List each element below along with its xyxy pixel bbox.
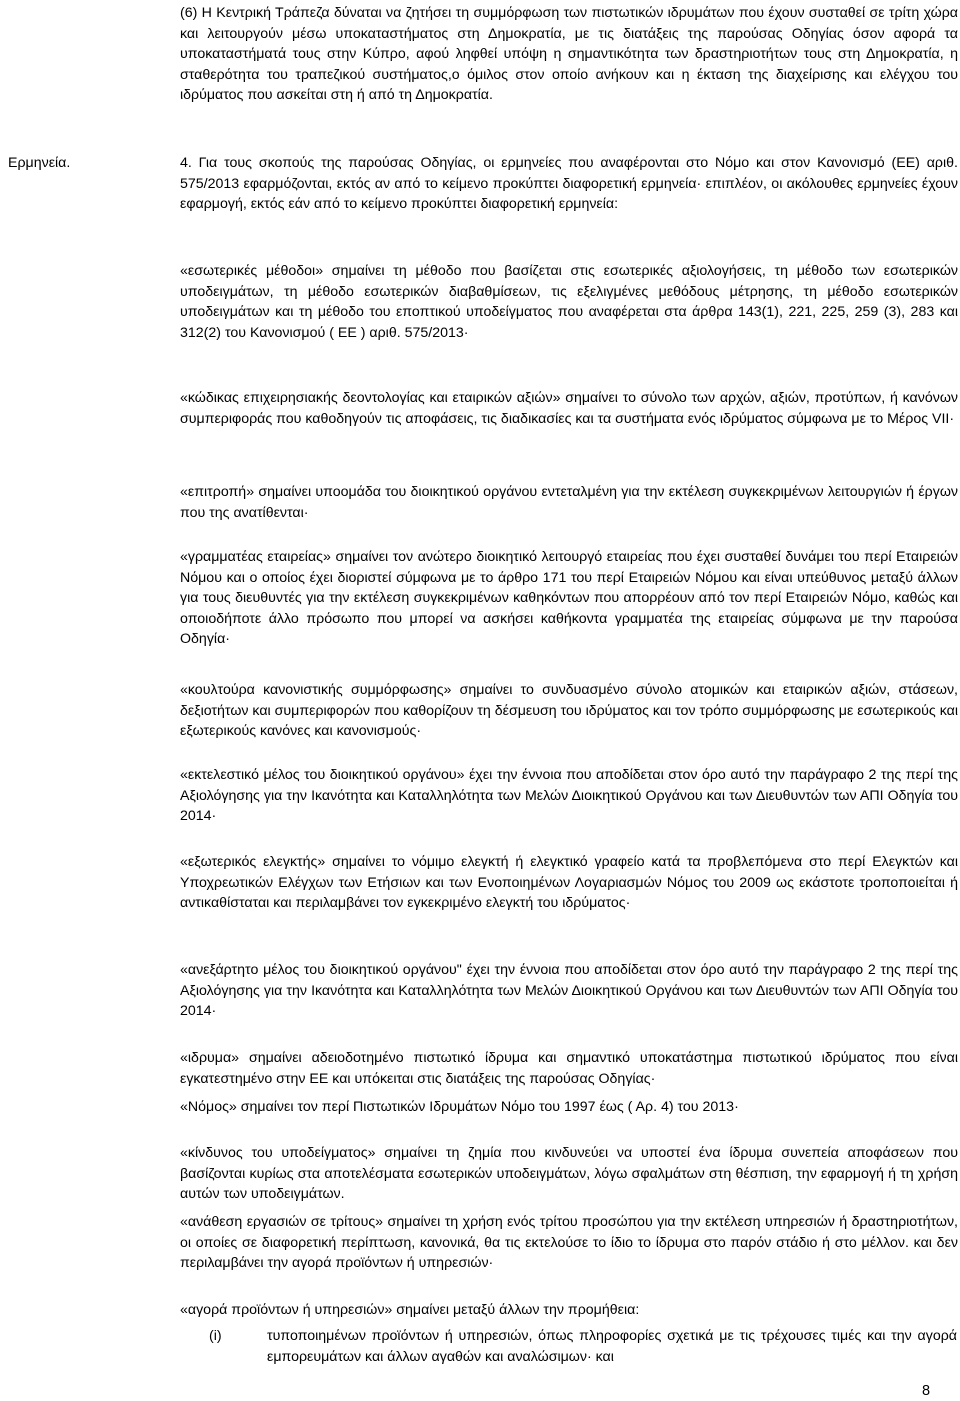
definition-code-of-conduct: «κώδικας επιχειρησιακής δεοντολογίας και εταιρικών αξιών» σημαίνει το σύνολο των αρχών, αξιών, προτύπων, ή κανόνων συμπεριφοράς που καθοδηγούν τις αποφάσεις, τις διαδικασίες και τα συστήματα ενός ιδρύματος σύμφωνα με το Μέρος VII· — [180, 390, 958, 427]
definition-purchase: «αγορά προϊόντων ή υπηρεσιών» σημαίνει μεταξύ άλλων την προμήθεια: — [180, 1302, 640, 1318]
definition-compliance-culture: «κουλτούρα κανονιστικής συμμόρφωσης» σημαίνει το συνδυασμένο σύνολο ατομικών και εταιρικών αξιών, στάσεων, δεξιοτήτων και συμπεριφορών που καθορίζουν τη δέσμευση του ιδρύματος και τον τρόπο συμμόρφωσης με εσωτερικούς και εξωτερικούς κανόνες και κανονισμούς· — [180, 682, 958, 740]
definition-committee: «επιτροπή» σημαίνει υποομάδα του διοικητικού οργάνου εντεταλμένη για την εκτέλεση συγκεκριμένων λειτουργιών ή έργων που της ανατίθενται· — [180, 484, 958, 521]
definition-company-secretary: «γραμματέας εταιρείας» σημαίνει τον ανώτερο διοικητικό λειτουργό εταιρείας που έχει συσταθεί δυνάμει του περί Εταιρειών Νόμου και ο οποίος έχει διοριστεί σύμφωνα με το άρθρο 171 του περί Εταιρειών Νόμου και είναι υπεύθυνος μεταξύ άλλων για τους διευθυντές για την εκτέλεση συγκεκριμένων καθηκόντων που απορρέουν από τον περί Εταιρειών Νόμο, καθώς και οποιοδήποτε άλλο πρόσωπο που μπορεί να ασκήσει καθήκοντα γραμματέα της εταιρείας σύμφωνα με την παρούσα Οδηγία· — [180, 549, 958, 648]
definition-internal-methods: «εσωτερικές μέθοδοι» σημαίνει τη μέθοδο που βασίζεται στις εσωτερικές αξιολογήσεις, τη μέθοδο των εσωτερικών υποδειγμάτων, τη μέθοδο εσωτερικών διαβαθμίσεων, τις εξελιγμένες μεθόδους μέτρησης, τη μέθοδο εσωτερικών υποδειγμάτων και τη μέθοδο του εποπτικού υποδείγματος που αναφέρεται στα άρθρα 143(1), 221, 225, 259 (3), 283 και 312(2) του Κανονισμού ( ΕΕ ) αριθ. 575/2013· — [180, 263, 958, 341]
section-4-paragraph — [180, 153, 958, 215]
definition-executive-member: «εκτελεστικό μέλος του διοικητικού οργάνου» έχει την έννοια που αποδίδεται στον όρο αυτό την παράγραφο 2 της περί της Αξιολόγησης για την Ικανότητα και Καταλληλότητα των Μελών Διοικητικού Οργάνου και των Διευθυντών των ΑΠΙ Οδηγία του 2014· — [180, 767, 958, 825]
list-item-marker: (i) — [209, 1328, 222, 1344]
definition-model-risk: «κίνδυνος του υποδείγματος» σημαίνει τη ζημία που κινδυνεύει να υποστεί ένα ίδρυμα συνεπεία αποφάσεων που βασίζονται κυρίως στα αποτελέσματα εσωτερικών υποδειγμάτων, λόγω σφαλμάτων στη θέσπιση, την εφαρμογή ή τη χρήση αυτών των υποδειγμάτων. — [180, 1145, 958, 1203]
definition-outsourcing: «ανάθεση εργασιών σε τρίτους» σημαίνει τη χρήση ενός τρίτου προσώπου για την εκτέλεση υπηρεσιών ή δραστηριοτήτων, οι οποίες σε διαφορετική περίπτωση, κανονικά, θα τις εκτελούσε το ίδιο το ίδρυμα στο παρόν στάδιο ή στο μέλλον. και δεν περιλαμβάνει την αγορά προϊόντων ή υπηρεσιών· — [180, 1214, 958, 1272]
intro-paragraph — [180, 3, 958, 106]
paragraph-text: (6) Η Κεντρική Τράπεζα δύναται να ζητήσει τη συμμόρφωση των πιστωτικών ιδρυμάτων που έχουν συσταθεί σε τρίτη χώρα και λειτουργούν μέσω υποκαταστήματος στη Δημοκρατία, με τις διατάξεις της παρούσας Οδηγίας όσον αφορά τα υποκαταστήματά τους στην Κύπρο, αφού ληφθεί υπόψη η σημαντικότητα των δραστηριοτήτων τους στη Δημοκρατία, η σταθερότητα του τραπεζικού συστήματος,ο όμιλος στον οποίο ανήκουν και η έκταση της διαχείρισης και ελέγχου του ιδρύματος που ασκείται στη ή από τη Δημοκρατία. — [180, 5, 958, 104]
definition-external-auditor: «εξωτερικός ελεγκτής» σημαίνει το νόμιμο ελεγκτή ή ελεγκτικό γραφείο κατά τα προβλεπόμενα στο περί Ελεγκτών και Υποχρεωτικών Ελέγχων των Ετήσιων και των Ενοποιημένων Λογαριασμών Νόμος του 2009 ως εκάστοτε τροποποιείται ή αντικαθίσταται και περιλαμβάνει τον εγκεκριμένο ελεγκτή του ιδρύματος· — [180, 854, 958, 912]
margin-label-interpretation: Ερμηνεία. — [8, 155, 71, 171]
page-number: 8 — [922, 1383, 931, 1399]
definition-independent-member: «ανεξάρτητο μέλος του διοικητικού οργάνου" έχει την έννοια που αποδίδεται στον όρο αυτό την παράγραφο 2 της περί της Αξιολόγησης για την Ικανότητα και Καταλληλότητα των Μελών Διοικητικού Οργάνου και των Διευθυντών των ΑΠΙ Οδηγία του 2014· — [180, 962, 958, 1020]
definition-institution: «ιδρυμα» σημαίνει αδειοδοτημένο πιστωτικό ίδρυμα και σημαντικό υποκατάστημα πιστωτικού ιδρύματος που είναι εγκατεστημένο στην ΕΕ και υπόκειται στις διατάξεις της παρούσας Οδηγίας· — [180, 1050, 958, 1087]
definition-law: «Νόμος» σημαίνει τον περί Πιστωτικών Ιδρυμάτων Νόμο του 1997 έως ( Αρ. 4) του 2013· — [180, 1099, 739, 1115]
list-item-text: τυποποιημένων προϊόντων ή υπηρεσιών, όπως πληροφορίες σχετικά με τις τρέχουσες τιμές και την αγορά εμπορευμάτων και άλλων αγαθών και αναλώσιμων· και — [267, 1328, 957, 1365]
paragraph-text: 4. Για τους σκοπούς της παρούσας Οδηγίας, οι ερμηνείες που αναφέρονται στο Νόμο και στον Κανονισμό (ΕΕ) αριθ. 575/2013 εφαρμόζονται, εκτός αν από το κείμενο προκύπτει διαφορετική ερμηνεία· επιπλέον, οι ακόλουθες ερμηνείες έχουν εφαρμογή, εκτός εάν από το κείμενο προκύπτει διαφορετική ερμηνεία: — [180, 155, 958, 213]
